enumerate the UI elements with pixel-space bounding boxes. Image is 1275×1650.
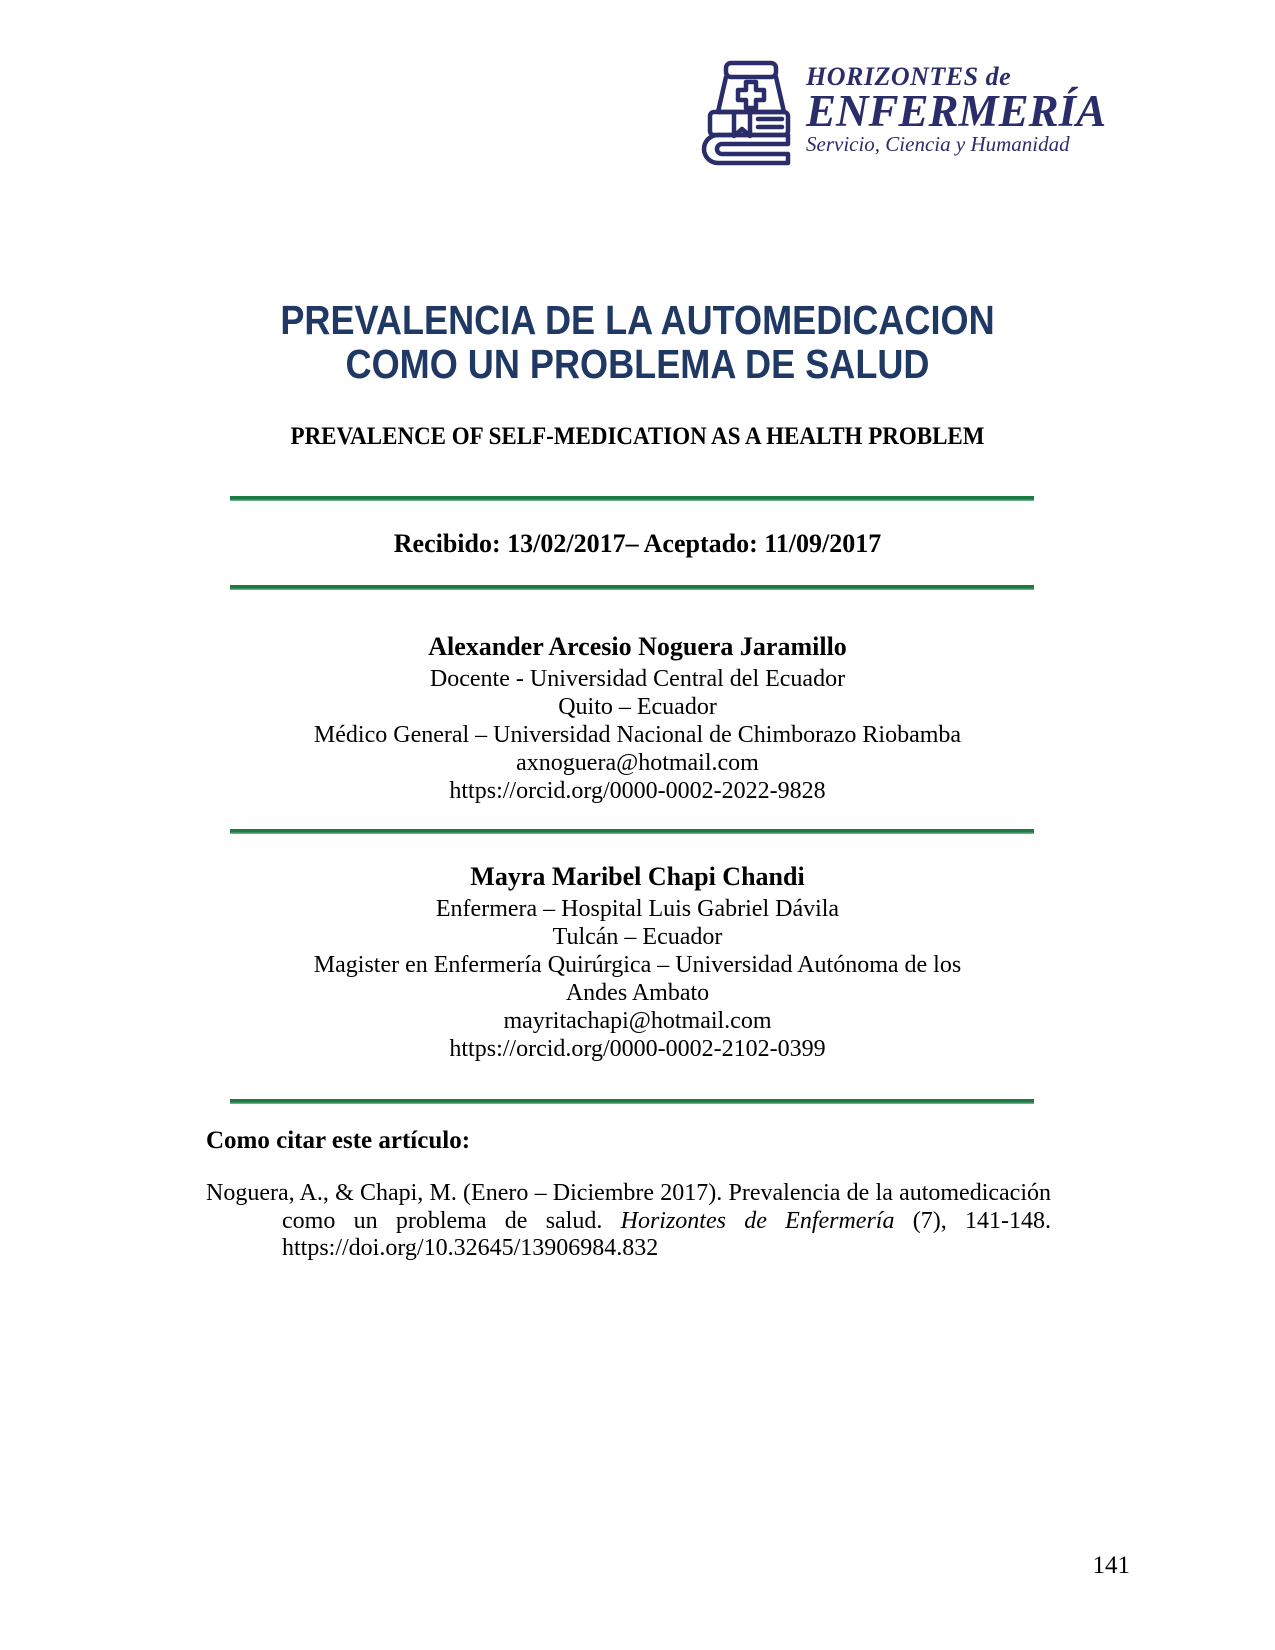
author-degree: Magister en Enfermería Quirúrgica – Universidad Autónoma de los <box>313 952 962 978</box>
citation-text-start: Noguera, A., & Chapi, M. (Enero – Diciembre 2017). Prevalencia de la automedicación como un problema de salud. <box>206 1180 1051 1234</box>
divider-rule-between-authors <box>230 829 1034 834</box>
divider-rule-top <box>230 496 1034 501</box>
author-degree-continued: Andes Ambato <box>565 980 710 1006</box>
author-affiliation: Enfermera – Hospital Luis Gabriel Dávila <box>435 896 840 922</box>
article-title-line2: COMO UN PROBLEMA DE SALUD <box>345 341 930 387</box>
how-to-cite-heading: Como citar este artículo: <box>206 1127 471 1154</box>
author-affiliation: Docente - Universidad Central del Ecuador <box>429 666 846 692</box>
citation-paragraph <box>206 1180 1051 1263</box>
citation-text-end: (7), 141-148. https://doi.org/10.32645/13906984.832 <box>282 1207 1052 1261</box>
journal-name-top: HORIZONTES de <box>806 62 1012 91</box>
author-name: Alexander Arcesio Noguera Jaramillo <box>428 632 847 661</box>
article-title <box>77 298 1199 386</box>
article-title-line1: PREVALENCIA DE LA AUTOMEDICACION <box>280 297 995 343</box>
author-location: Quito – Ecuador <box>558 694 717 720</box>
divider-rule-after-dates <box>230 585 1034 590</box>
journal-tagline: Servicio, Ciencia y Humanidad <box>806 132 1070 156</box>
author-name: Mayra Maribel Chapi Chandi <box>470 862 805 891</box>
journal-logo-text <box>806 54 1106 156</box>
received-accepted-dates: Recibido: 13/02/2017– Aceptado: 11/09/2017 <box>393 529 882 558</box>
author-block-1 <box>0 632 1275 805</box>
author-orcid-link[interactable]: https://orcid.org/0000-0002-2022-9828 <box>449 778 826 804</box>
author-orcid-link[interactable]: https://orcid.org/0000-0002-2102-0399 <box>449 1036 826 1062</box>
page-number: 141 <box>1092 1552 1130 1579</box>
author-degree: Médico General – Universidad Nacional de Chimborazo Riobamba <box>313 722 962 748</box>
journal-logo <box>690 54 1106 168</box>
author-email[interactable]: mayritachapi@hotmail.com <box>503 1008 772 1034</box>
author-location: Tulcán – Ecuador <box>552 924 723 950</box>
author-block-2 <box>0 862 1275 1063</box>
divider-rule-before-citation <box>230 1099 1034 1104</box>
author-email[interactable]: axnoguera@hotmail.com <box>516 750 759 776</box>
article-title-english: PREVALENCE OF SELF-MEDICATION AS A HEALTH PROBLEM <box>290 423 985 450</box>
citation-journal-name: Horizontes de Enfermería <box>620 1207 895 1234</box>
journal-name-main: ENFERMERÍA <box>806 86 1107 136</box>
nurse-cap-on-books-icon <box>690 54 802 168</box>
